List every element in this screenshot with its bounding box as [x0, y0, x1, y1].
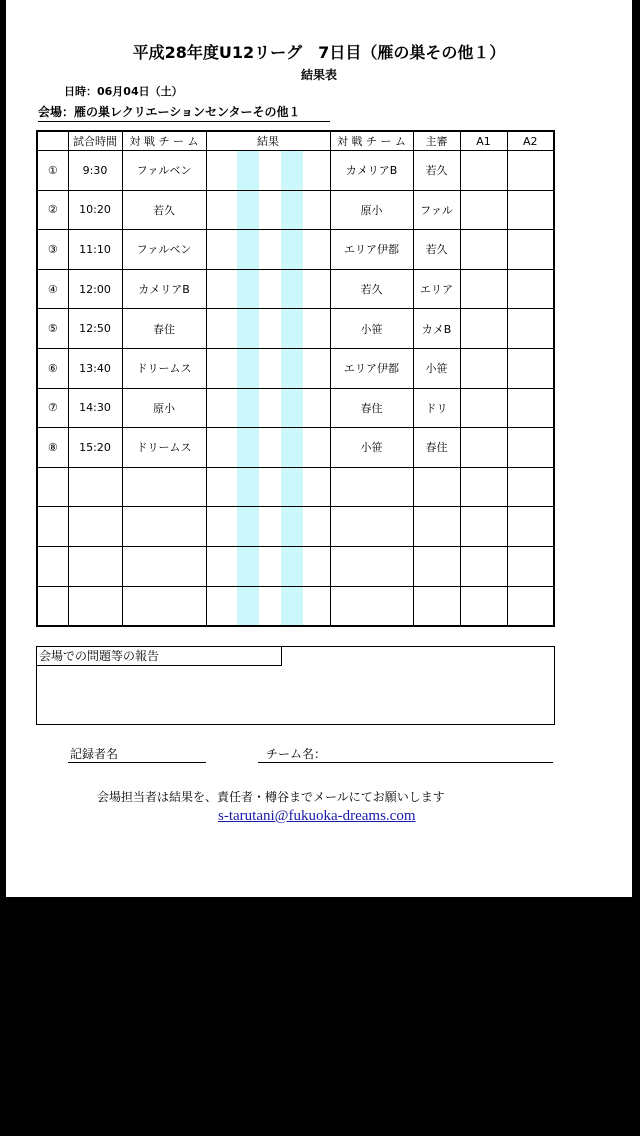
header-a1: A1	[460, 131, 507, 151]
referee-cell: カメB	[413, 309, 460, 349]
referee-cell: ファル	[413, 190, 460, 230]
match-number	[37, 546, 68, 586]
page-subtitle: 結果表	[300, 68, 337, 82]
a2-cell[interactable]	[507, 586, 554, 626]
team2-cell	[330, 586, 413, 626]
referee-cell: 小笹	[413, 348, 460, 388]
a2-cell[interactable]	[507, 151, 554, 191]
report-box[interactable]	[36, 646, 555, 725]
match-row	[37, 388, 554, 428]
score-input-left[interactable]	[237, 389, 259, 428]
header-result: 結果	[206, 131, 330, 151]
result-cell[interactable]	[206, 586, 330, 626]
match-time	[68, 586, 122, 626]
header-a2: A2	[507, 131, 554, 151]
recorder-name-field[interactable]: 記録者名	[68, 745, 206, 763]
score-input-right[interactable]	[281, 468, 303, 507]
match-time	[68, 546, 122, 586]
result-cell[interactable]	[206, 428, 330, 468]
score-input-right[interactable]	[281, 547, 303, 586]
match-time: 14:30	[68, 388, 122, 428]
team2-cell: カメリアB	[330, 151, 413, 191]
score-input-right[interactable]	[281, 191, 303, 230]
result-cell[interactable]	[206, 388, 330, 428]
match-number: ⑥	[37, 348, 68, 388]
team2-cell: 春住	[330, 388, 413, 428]
a2-cell[interactable]	[507, 230, 554, 270]
team2-cell: 原小	[330, 190, 413, 230]
referee-cell: ドリ	[413, 388, 460, 428]
match-number: ①	[37, 151, 68, 191]
score-input-right[interactable]	[281, 349, 303, 388]
result-cell[interactable]	[206, 190, 330, 230]
match-time: 9:30	[68, 151, 122, 191]
a1-cell[interactable]	[460, 230, 507, 270]
a1-cell[interactable]	[460, 348, 507, 388]
match-number: ⑤	[37, 309, 68, 349]
referee-cell: 若久	[413, 230, 460, 270]
referee-cell: 春住	[413, 428, 460, 468]
team2-cell	[330, 507, 413, 547]
a2-cell[interactable]	[507, 388, 554, 428]
match-number: ③	[37, 230, 68, 270]
score-input-left[interactable]	[237, 587, 259, 626]
a2-cell[interactable]	[507, 428, 554, 468]
a1-cell[interactable]	[460, 151, 507, 191]
match-row	[37, 467, 554, 507]
header-num	[37, 131, 68, 151]
match-row	[37, 230, 554, 270]
referee-cell	[413, 546, 460, 586]
score-input-right[interactable]	[281, 230, 303, 269]
result-cell[interactable]	[206, 546, 330, 586]
referee-cell	[413, 507, 460, 547]
score-input-left[interactable]	[237, 547, 259, 586]
header-team2: 対 戦 チ ー ム	[330, 131, 413, 151]
score-sheet	[6, 0, 632, 897]
score-input-right[interactable]	[281, 270, 303, 309]
team1-cell: ドリームス	[122, 348, 206, 388]
result-cell[interactable]	[206, 348, 330, 388]
team1-cell: 若久	[122, 190, 206, 230]
result-cell[interactable]	[206, 269, 330, 309]
a1-cell[interactable]	[460, 428, 507, 468]
results-table	[36, 130, 555, 627]
a1-cell[interactable]	[460, 507, 507, 547]
a2-cell[interactable]	[507, 190, 554, 230]
match-time: 13:40	[68, 348, 122, 388]
header-referee: 主審	[413, 131, 460, 151]
score-input-right[interactable]	[281, 151, 303, 190]
referee-cell	[413, 467, 460, 507]
email-instruction: 会場担当者は結果を、責任者・樽谷までメールにてお願いします	[97, 790, 445, 804]
team2-cell	[330, 546, 413, 586]
match-row	[37, 348, 554, 388]
score-input-left[interactable]	[237, 270, 259, 309]
match-time: 11:10	[68, 230, 122, 270]
team1-cell	[122, 586, 206, 626]
team2-cell: 若久	[330, 269, 413, 309]
team1-cell: 春住	[122, 309, 206, 349]
score-input-left[interactable]	[237, 230, 259, 269]
a2-cell[interactable]	[507, 269, 554, 309]
match-number: ④	[37, 269, 68, 309]
match-time: 15:20	[68, 428, 122, 468]
a2-cell[interactable]	[507, 507, 554, 547]
match-row	[37, 151, 554, 191]
team-name-field[interactable]: チーム名：	[258, 745, 553, 763]
match-number: ②	[37, 190, 68, 230]
team1-cell: カメリアB	[122, 269, 206, 309]
team2-cell: 小笹	[330, 428, 413, 468]
team2-cell: 小笹	[330, 309, 413, 349]
team1-cell	[122, 546, 206, 586]
match-time	[68, 467, 122, 507]
score-input-right[interactable]	[281, 309, 303, 348]
score-input-right[interactable]	[281, 587, 303, 626]
report-label: 会場での問題等の報告	[37, 647, 282, 666]
email-link[interactable]: s-tarutani@fukuoka-dreams.com	[218, 808, 416, 824]
result-cell[interactable]	[206, 507, 330, 547]
score-input-left[interactable]	[237, 309, 259, 348]
match-row	[37, 546, 554, 586]
a2-cell[interactable]	[507, 309, 554, 349]
team2-cell: エリア伊都	[330, 348, 413, 388]
score-input-right[interactable]	[281, 507, 303, 546]
team1-cell	[122, 507, 206, 547]
match-number	[37, 586, 68, 626]
match-time: 12:50	[68, 309, 122, 349]
team1-cell: ドリームス	[122, 428, 206, 468]
match-number	[37, 507, 68, 547]
header-time: 試合時間	[68, 131, 122, 151]
team2-cell	[330, 467, 413, 507]
score-input-right[interactable]	[281, 389, 303, 428]
match-row	[37, 586, 554, 626]
result-cell[interactable]	[206, 467, 330, 507]
score-input-left[interactable]	[237, 468, 259, 507]
match-row	[37, 428, 554, 468]
header-team1: 対 戦 チ ー ム	[122, 131, 206, 151]
score-input-left[interactable]	[237, 151, 259, 190]
team1-cell: ファルベン	[122, 151, 206, 191]
team1-cell: ファルベン	[122, 230, 206, 270]
match-number: ⑦	[37, 388, 68, 428]
result-cell[interactable]	[206, 309, 330, 349]
a1-cell[interactable]	[460, 586, 507, 626]
match-row	[37, 309, 554, 349]
a2-cell[interactable]	[507, 546, 554, 586]
referee-cell	[413, 586, 460, 626]
venue-label: 会場：雁の巣レクリエーションセンターその他１	[38, 103, 330, 122]
a2-cell[interactable]	[507, 467, 554, 507]
a1-cell[interactable]	[460, 309, 507, 349]
result-cell[interactable]	[206, 230, 330, 270]
match-number: ⑧	[37, 428, 68, 468]
referee-cell: 若久	[413, 151, 460, 191]
match-number	[37, 467, 68, 507]
match-row	[37, 190, 554, 230]
a1-cell[interactable]	[460, 388, 507, 428]
a1-cell[interactable]	[460, 190, 507, 230]
team1-cell	[122, 467, 206, 507]
score-input-left[interactable]	[237, 349, 259, 388]
referee-cell: エリア	[413, 269, 460, 309]
match-time: 12:00	[68, 269, 122, 309]
result-cell[interactable]	[206, 151, 330, 191]
match-time	[68, 507, 122, 547]
a1-cell[interactable]	[460, 269, 507, 309]
score-input-left[interactable]	[237, 507, 259, 546]
match-date: 日時：06月04日（土）	[64, 85, 183, 98]
team1-cell: 原小	[122, 388, 206, 428]
score-input-left[interactable]	[237, 428, 259, 467]
header-row	[37, 131, 554, 151]
score-input-right[interactable]	[281, 428, 303, 467]
match-time: 10:20	[68, 190, 122, 230]
a1-cell[interactable]	[460, 546, 507, 586]
a2-cell[interactable]	[507, 348, 554, 388]
match-row	[37, 269, 554, 309]
score-input-left[interactable]	[237, 191, 259, 230]
match-row	[37, 507, 554, 547]
page-title: 平成28年度U12リーグ 7日目（雁の巣その他１）	[132, 43, 506, 62]
team2-cell: エリア伊都	[330, 230, 413, 270]
a1-cell[interactable]	[460, 467, 507, 507]
